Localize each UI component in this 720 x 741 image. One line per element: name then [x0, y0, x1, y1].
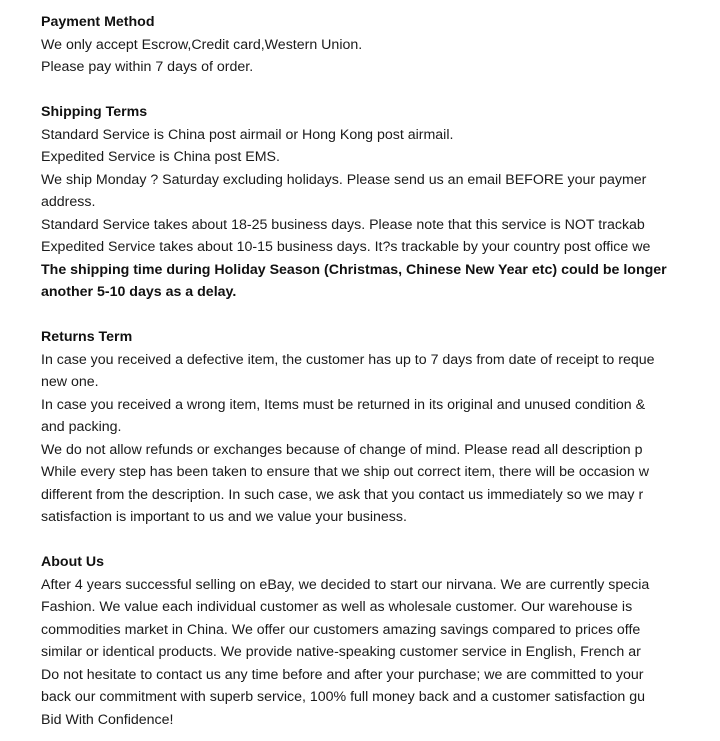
- text-line: After 4 years successful selling on eBay, we decided to start our nirvana. We are currently specia: [41, 576, 650, 593]
- text-line: satisfaction is important to us and we value your business.: [41, 509, 407, 525]
- text-line: In case you received a wrong item, Items must be returned in its original and unused condition &: [41, 396, 646, 413]
- text-line: different from the description. In such case, we ask that you contact us immediately so we may r: [41, 486, 644, 503]
- shipping-terms-section: [41, 101, 720, 304]
- text-line: Expedited Service is China post EMS.: [41, 149, 280, 165]
- text-line: Expedited Service takes about 10-15 business days. It?s trackable by your country post office we: [41, 239, 651, 255]
- text-line: address.: [41, 194, 96, 210]
- text-line: Do not hesitate to contact us any time before and after your purchase; we are committed to your: [41, 666, 644, 683]
- text-line: Please pay within 7 days of order.: [41, 59, 254, 75]
- payment-method-section: [41, 11, 720, 79]
- text-line: commodities market in China. We offer our customers amazing savings compared to prices offe: [41, 621, 641, 638]
- section-heading-returns-term: Returns Term: [41, 329, 133, 345]
- holiday-notice-line: another 5-10 days as a delay.: [41, 284, 237, 300]
- text-line: similar or identical products. We provide native-speaking customer service in English, French ar: [41, 644, 641, 660]
- section-heading-about-us: About Us: [41, 554, 105, 570]
- holiday-notice-line: The shipping time during Holiday Season (Christmas, Chinese New Year etc) could be longer: [41, 261, 667, 278]
- text-line: Fashion. We value each individual customer as well as wholesale customer. Our warehouse is: [41, 599, 633, 615]
- text-line: While every step has been taken to ensure that we ship out correct item, there will be occasion w: [41, 464, 650, 480]
- text-line: new one.: [41, 374, 99, 390]
- text-line: and packing.: [41, 419, 122, 435]
- text-line: back our commitment with superb service, 100% full money back and a customer satisfaction gu: [41, 689, 646, 705]
- about-us-section: [41, 551, 720, 731]
- policy-document: [41, 11, 720, 731]
- text-line: We do not allow refunds or exchanges because of change of mind. Please read all description p: [41, 441, 643, 458]
- text-line: Standard Service is China post airmail or Hong Kong post airmail.: [41, 126, 454, 143]
- text-line: In case you received a defective item, the customer has up to 7 days from date of receipt to reque: [41, 351, 655, 368]
- text-line: We only accept Escrow,Credit card,Western Union.: [41, 36, 363, 53]
- text-line: We ship Monday ? Saturday excluding holidays. Please send us an email BEFORE your paymer: [41, 171, 647, 188]
- section-heading-payment-method: Payment Method: [41, 14, 155, 30]
- text-line: Standard Service takes about 18-25 business days. Please note that this service is NOT trackab: [41, 216, 645, 233]
- text-line: Bid With Confidence!: [41, 711, 174, 728]
- section-heading-shipping-terms: Shipping Terms: [41, 104, 148, 120]
- returns-term-section: [41, 326, 720, 529]
